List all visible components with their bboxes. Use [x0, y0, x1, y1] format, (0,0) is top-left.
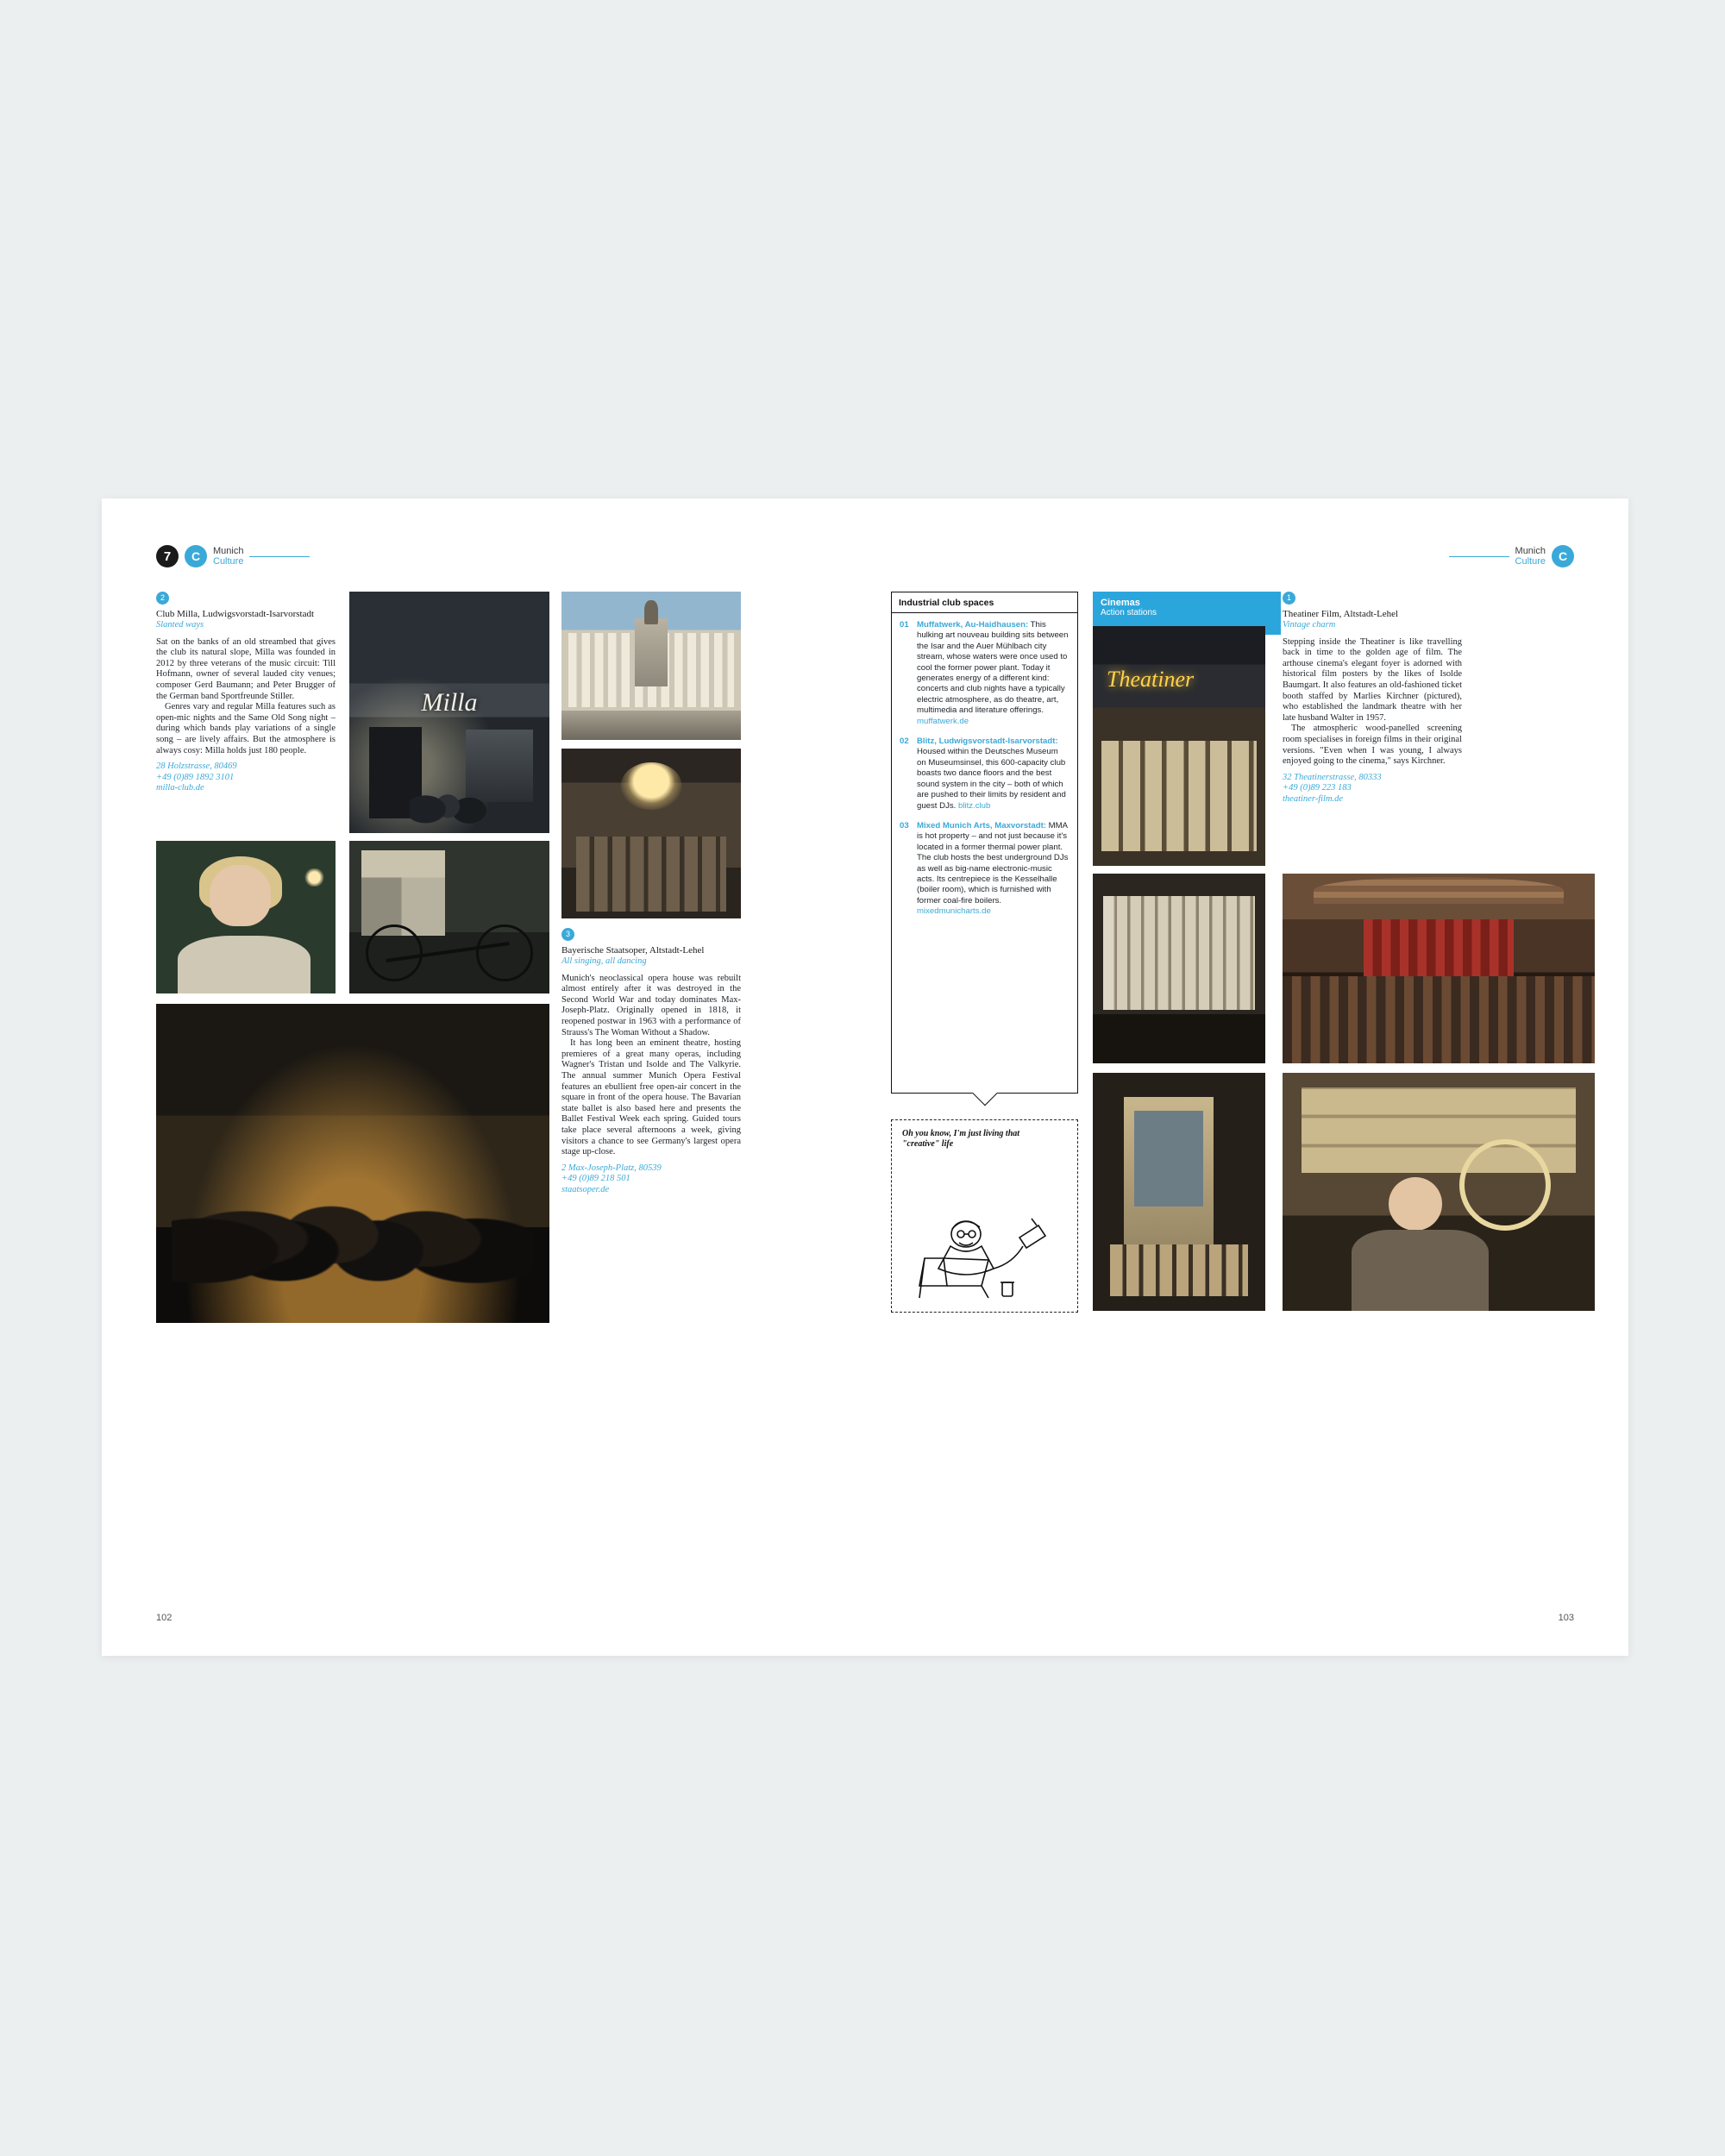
running-head-title: Munich — [213, 546, 244, 556]
entry-subtitle: Vintage charm — [1283, 620, 1336, 630]
entry-marker: 1 — [1283, 592, 1295, 605]
entry-phone: +49 (0)89 223 183 — [1283, 783, 1352, 793]
sidebar-list-item — [900, 821, 1070, 918]
cinemas-title: Cinemas — [1101, 598, 1140, 608]
cinemas-subtitle: Action stations — [1101, 608, 1157, 617]
sidebar-item-text: Housed within the Deutsches Museum on Museumsinsel, this 600-capacity club boasts two dance floors and the best sound system in the city – both of which are pushed to their limits by resident and guest DJs. — [917, 747, 1066, 811]
running-head-right — [1449, 543, 1574, 569]
photo-milla-exterior — [349, 592, 549, 833]
running-head-text — [213, 546, 243, 567]
running-head-rule — [249, 556, 310, 557]
chapter-letter-badge: C — [185, 545, 207, 567]
entry-subtitle: All singing, all dancing — [561, 956, 647, 966]
entry-paragraph: It has long been an eminent theatre, hosting premieres of a great many operas, including Wagner's Tristan und Isolde and The Valkyrie. The annual summer Munich Opera Festival features an ebullient free open-air concert in the square in front of the opera house. The Bavarian state ballet is also based here and presents the Ballet Festival Week each spring. Guided tours take place several afternoons a week, giving visitors a chance to see Germany's largest opera stage up-close. — [561, 1038, 741, 1157]
entry-address: 32 Theatinerstrasse, 80333 — [1283, 772, 1382, 782]
chapter-number-badge: 7 — [156, 545, 179, 567]
cartoon-caption: Oh you know, I'm just living that "creative" life — [902, 1129, 1020, 1149]
running-head-text — [1515, 546, 1546, 567]
sidebar-item-url[interactable]: blitz.club — [958, 800, 991, 811]
photo-club-crowd — [156, 1004, 549, 1323]
running-head-subtitle: Culture — [213, 556, 244, 567]
entry-paragraph: Stepping inside the Theatiner is like travelling back in time to the golden age of film. The arthouse cinema's elegant foyer is adorned with historical film posters by the likes of Isolde Baumgart. It also features an old-fashioned ticket booth staffed by Marlies Kirchner (pictured), who established the landmark theatre with her late husband Walter in 1957. — [1283, 636, 1462, 723]
sidebar-pointer — [972, 1081, 998, 1106]
entry-subtitle: Slanted ways — [156, 620, 204, 630]
sidebar-item-name: Mixed Munich Arts, Maxvorstadt: — [917, 820, 1046, 830]
photo-ticket-booth — [1093, 874, 1265, 1063]
photo-opera-chandelier — [561, 749, 741, 918]
entry-address: 2 Max-Joseph-Platz, 80539 — [561, 1163, 662, 1173]
folio-right: 103 — [1558, 1613, 1574, 1623]
sidebar-item-name: Muffatwerk, Au-Haidhausen: — [917, 620, 1029, 630]
entry-website[interactable]: theatiner-film.de — [1283, 793, 1344, 804]
left-page — [102, 498, 865, 1656]
photo-club-portrait — [156, 841, 336, 993]
photo-bike-posters — [349, 841, 549, 993]
magazine-spread — [102, 498, 1628, 1656]
running-head-title: Munich — [1515, 546, 1546, 556]
running-head-rule — [1449, 556, 1509, 557]
photo-foyer-doorway — [1093, 1073, 1265, 1311]
entry-phone: +49 (0)89 218 501 — [561, 1174, 630, 1184]
entry-marker: 2 — [156, 592, 169, 605]
sidebar-item-name: Blitz, Ludwigsvorstadt-Isarvorstadt: — [917, 736, 1058, 747]
sidebar-list-item — [900, 736, 1070, 812]
milla-sign-text: Milla — [421, 688, 478, 717]
right-page — [865, 498, 1628, 1656]
entry-title: Club Milla, Ludwigsvorstadt-Isarvorstadt — [156, 609, 315, 619]
entry-title: Bayerische Staatsoper, Altstadt-Lehel — [561, 945, 705, 956]
cartoon-illustration — [899, 1186, 1071, 1307]
entry-title: Theatiner Film, Altstadt-Lehel — [1283, 609, 1399, 619]
running-head-subtitle: Culture — [1515, 556, 1546, 567]
entry-website[interactable]: staatsoper.de — [561, 1184, 610, 1194]
entry-paragraph: Sat on the banks of an old streambed that gives the club its natural slope, Milla was founded in 2012 by three veterans of the music circuit: Till Hofmann, owner of several lauded city venues; composer Gerd Baumann; and Peter Brugger of the German band Sportfreunde Stiller. — [156, 636, 336, 701]
entry-paragraph: Munich's neoclassical opera house was rebuilt almost entirely after it was destroyed in the Second World War and today dominates Max-Joseph-Platz. Originally opened in 1818, it reopened postwar in 1963 with a performance of Strauss's The Woman Without a Shadow. — [561, 973, 741, 1037]
sidebar-item-url[interactable]: mixedmunicharts.de — [917, 906, 991, 917]
cartoon-panel — [891, 1119, 1078, 1313]
entry-marker: 3 — [561, 928, 574, 941]
sidebar-item-number: 01 — [900, 620, 909, 630]
entry-paragraph: Genres vary and regular Milla features such as open-mic nights and the Same Old Song night – during which bands play variations of a single song – are lively affairs. But the atmosphere is always cosy: Milla holds just 180 people. — [156, 702, 336, 755]
photo-cinema-auditorium — [1283, 874, 1595, 1063]
sidebar-item-url[interactable]: muffatwerk.de — [917, 716, 969, 726]
sidebar-list-item — [900, 620, 1070, 727]
sidebar-industrial-club-spaces — [891, 592, 1078, 1094]
sidebar-item-number: 03 — [900, 820, 909, 830]
entry-website[interactable]: milla-club.de — [156, 782, 204, 793]
entry-theatiner-film — [1283, 592, 1462, 805]
chapter-letter-badge: C — [1552, 545, 1574, 567]
running-head-left — [156, 543, 310, 569]
sidebar-item-text: This hulking art nouveau building sits between the Isar and the Auer Mühlbach city stream, whose waters were once used to cool the former power plant. Today it generates energy of a different kind: concerts and club nights have a typically electric atmosphere, as do theatre, art, multimedia and literature offerings. — [917, 620, 1069, 716]
sidebar-item-text: MMA is hot property – and not just because it's located in a former thermal power plant. The club hosts the best underground DJs as well as big-name electronic-music acts. Its centrepiece is the Kesselhalle (boiler room), which is furnished with former coal-fire boilers. — [917, 820, 1069, 906]
entry-phone: +49 (0)89 1892 3101 — [156, 772, 235, 782]
entry-club-milla — [156, 592, 336, 793]
sidebar-item-number: 02 — [900, 736, 909, 747]
sidebar-heading: Industrial club spaces — [892, 592, 1077, 613]
photo-opera-facade — [561, 592, 741, 740]
entry-paragraph: The atmospheric wood-panelled screening room specialises in foreign films in their original versions. "Even when I was young, I always enjoyed going to the cinema," says Kirchner. — [1283, 724, 1462, 767]
entry-bayerische-staatsoper — [561, 928, 741, 1195]
entry-address: 28 Holzstrasse, 80469 — [156, 761, 237, 772]
folio-left: 102 — [156, 1613, 172, 1623]
photo-man-at-desk — [1283, 1073, 1595, 1311]
photo-theatiner-facade: Theatiner — [1093, 626, 1265, 866]
